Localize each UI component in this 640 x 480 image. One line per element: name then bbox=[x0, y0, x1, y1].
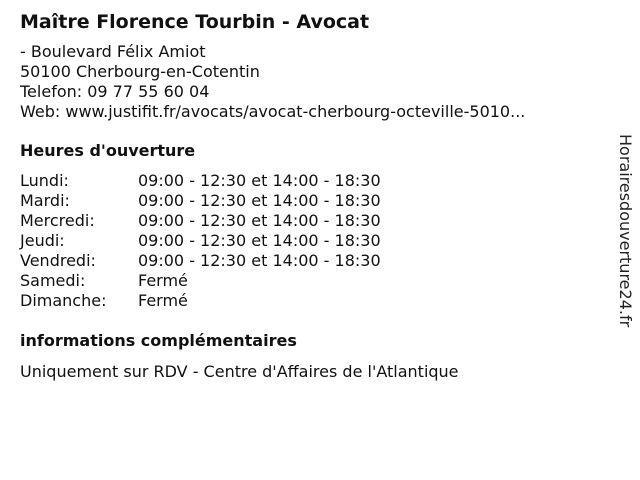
hours-row-monday bbox=[20, 171, 610, 191]
opening-hours-list bbox=[20, 171, 610, 311]
day-label: Jeudi: bbox=[20, 231, 65, 250]
day-hours: 09:00 - 12:30 et 14:00 - 18:30 bbox=[138, 191, 381, 210]
day-hours: Fermé bbox=[138, 291, 188, 310]
additional-info-text: Uniquement sur RDV - Centre d'Affaires de l'Atlantique bbox=[20, 362, 459, 381]
day-label: Samedi: bbox=[20, 271, 86, 290]
day-hours: 09:00 - 12:30 et 14:00 - 18:30 bbox=[138, 231, 381, 250]
phone-text: Telefon: 09 77 55 60 04 bbox=[20, 82, 210, 101]
hours-row-wednesday bbox=[20, 211, 610, 231]
day-hours: Fermé bbox=[138, 271, 188, 290]
page-title: Maître Florence Tourbin - Avocat bbox=[20, 11, 370, 33]
opening-hours-heading: Heures d'ouverture bbox=[20, 141, 196, 160]
hours-row-saturday bbox=[20, 271, 610, 291]
additional-info-heading: informations complémentaires bbox=[20, 331, 297, 350]
website-text: Web: www.justifit.fr/avocats/avocat-cherbourg-octeville-5010... bbox=[20, 102, 526, 121]
address-city: 50100 Cherbourg-en-Cotentin bbox=[20, 62, 260, 81]
day-label: Vendredi: bbox=[20, 251, 96, 270]
hours-row-friday bbox=[20, 251, 610, 271]
day-hours: 09:00 - 12:30 et 14:00 - 18:30 bbox=[138, 171, 381, 190]
hours-row-tuesday bbox=[20, 191, 610, 211]
site-watermark: Horairesdouverture24.fr bbox=[616, 134, 635, 328]
day-label: Mardi: bbox=[20, 191, 70, 210]
listing-card bbox=[20, 10, 610, 382]
day-hours: 09:00 - 12:30 et 14:00 - 18:30 bbox=[138, 211, 381, 230]
day-hours: 09:00 - 12:30 et 14:00 - 18:30 bbox=[138, 251, 381, 270]
hours-row-thursday bbox=[20, 231, 610, 251]
address-street: - Boulevard Félix Amiot bbox=[20, 42, 206, 61]
day-label: Mercredi: bbox=[20, 211, 95, 230]
day-label: Lundi: bbox=[20, 171, 69, 190]
day-label: Dimanche: bbox=[20, 291, 107, 310]
hours-row-sunday bbox=[20, 291, 610, 311]
